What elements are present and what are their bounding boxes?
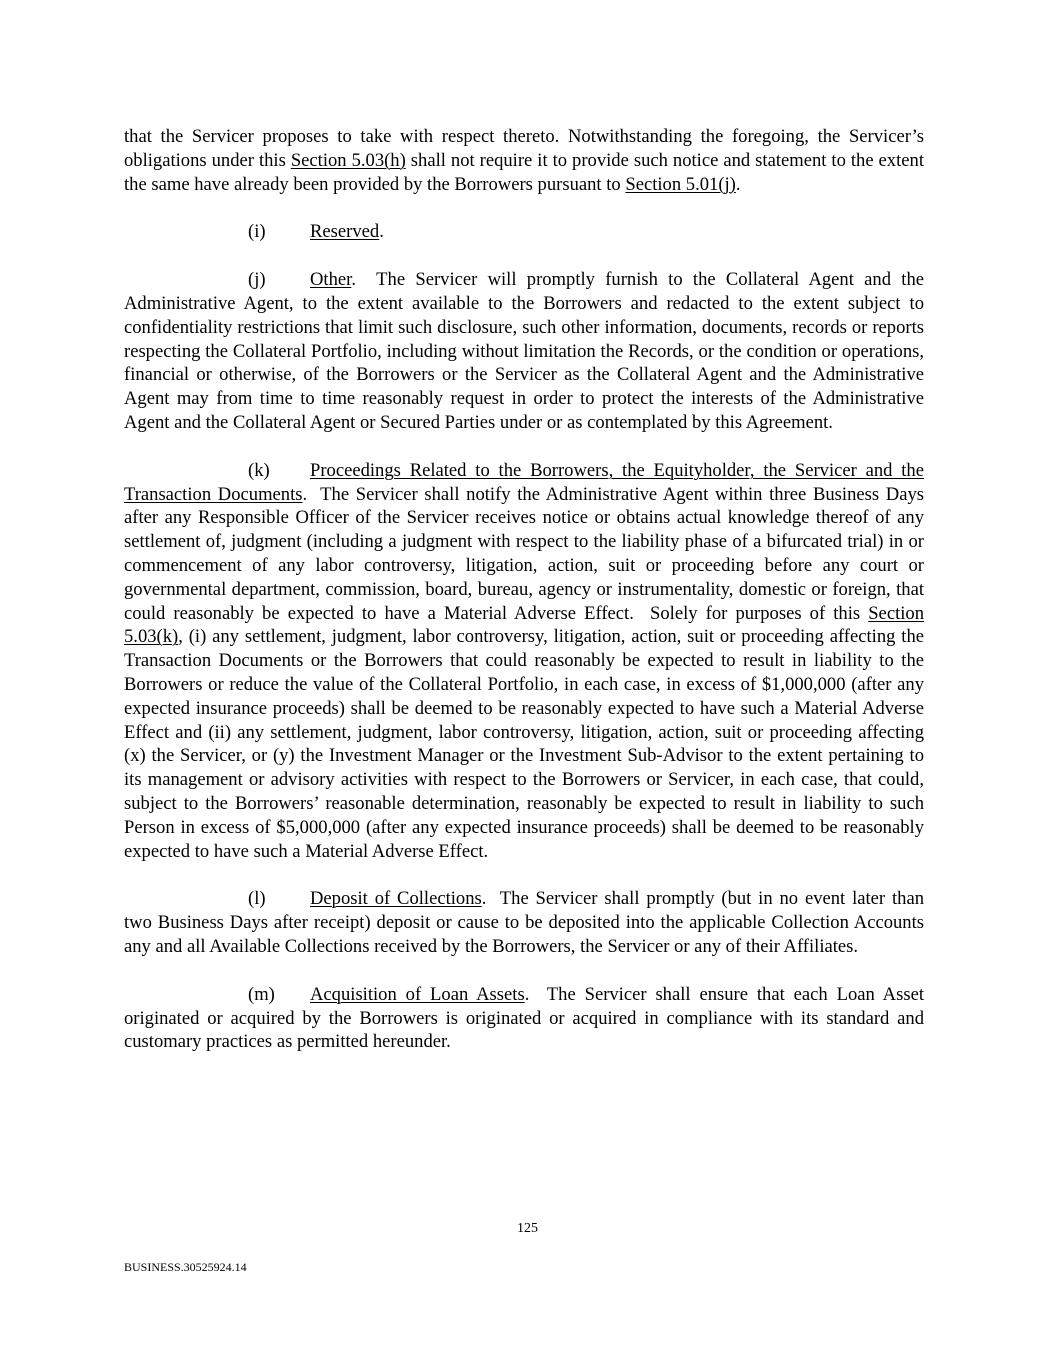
paragraph-text: that the Servicer proposes to take with respect thereto. Notwithstanding the foregoing, the Servicer’s obligations under this [124,126,924,171]
section-reference-5-03h: Section 5.03(h) [290,149,406,171]
section-label: (i) [248,221,266,243]
section-label: (l) [248,888,266,910]
section-l [124,887,929,958]
continuation-paragraph [124,125,924,196]
document-page [124,125,929,1054]
paragraph-text: . [735,173,741,195]
section-label: (m) [248,983,275,1005]
heading-punctuation: . [481,888,487,910]
section-k [124,459,929,864]
document-id: BUSINESS.30525924.14 [124,1260,247,1274]
section-body: The Servicer shall ensure that each Loan Asset originated or acquired by the Borrowers is originated or acquired in compliance with its standard and customary practices as permitted hereunder. [124,983,929,1053]
section-heading: Proceedings Related to the Borrowers, the Equityholder, the Servicer and the Transaction Documents [124,459,924,505]
heading-punctuation: . [302,483,308,505]
section-heading: Other [310,269,352,291]
section-j [124,268,929,435]
paragraph-text: shall not require it to provide such notice and statement to the extent the same have already been provided by the Borrowers pursuant to [124,149,924,195]
section-body: The Servicer shall promptly (but in no event later than two Business Days after receipt) deposit or cause to be deposited into the applicable Collection Accounts any and all Available Collections received by the Borrowers, the Servicer or any of their Affiliates. [124,888,929,957]
heading-punctuation: . [524,983,530,1005]
section-reference-5-03k: Section 5.03(k) [124,602,924,648]
section-i [124,220,924,244]
section-body: The Servicer shall notify the Administrative Agent within three Business Days after any Responsible Officer of the Servicer receives notice or obtains actual knowledge thereof of any settlement of, judgment (including a judgment with respect to the liability phase of a bifurcated trial) in or commencement of any labor controversy, litigation, action, suit or proceeding before any court or governmental department, commission, board, bureau, agency or instrumentality, domestic or foreign, that could reasonably be expected to have a Material Adverse Effect. Solely for purposes of this [124,483,929,624]
section-reference-5-01j: Section 5.01(j) [625,173,736,195]
section-label: (j) [248,269,266,291]
section-m [124,983,929,1054]
section-body: The Servicer will promptly furnish to the Collateral Agent and the Administrative Agent, to the extent available to the Borrowers and redacted to the extent subject to confidentiality restrictions that limit such disclosure, such other information, documents, records or reports respecting the Collateral Portfolio, including without limitation the Records, or the condition or operations, financial or otherwise, of the Borrowers or the Servicer as the Collateral Agent and the Administrative Agent may from time to time reasonably request in order to protect the interests of the Administrative Agent and the Collateral Agent or Secured Parties under or as contemplated by this Agreement. [124,269,929,433]
section-label: (k) [248,459,270,481]
page-number: 125 [517,1221,538,1236]
section-body: , (i) any settlement, judgment, labor controversy, litigation, action, suit or proceeding affecting the Transaction Documents or the Borrowers that could reasonably be expected to result in liability to the Borrowers or reduce the value of the Collateral Portfolio, in each case, in excess of $1,000,000 (after any expected insurance proceeds) shall be deemed to be reasonably expected to have such a Material Adverse Effect and (ii) any settlement, judgment, labor controversy, litigation, action, suit or proceeding affecting (x) the Servicer, or (y) the Investment Manager or the Investment Sub-Advisor to the extent pertaining to its management or advisory activities with respect to the Borrowers or Servicer, in each case, that could, subject to the Borrowers’ reasonable determination, reasonably be expected to result in liability to such Person in excess of $5,000,000 (after any expected insurance proceeds) shall be deemed to be reasonably expected to have such a Material Adverse Effect. [124,626,924,862]
section-heading: Acquisition of Loan Assets [310,983,525,1005]
heading-punctuation: . [351,269,356,291]
section-heading: Deposit of Collections [310,888,482,910]
heading-punctuation: . [379,221,384,243]
section-heading: Reserved [310,221,380,243]
